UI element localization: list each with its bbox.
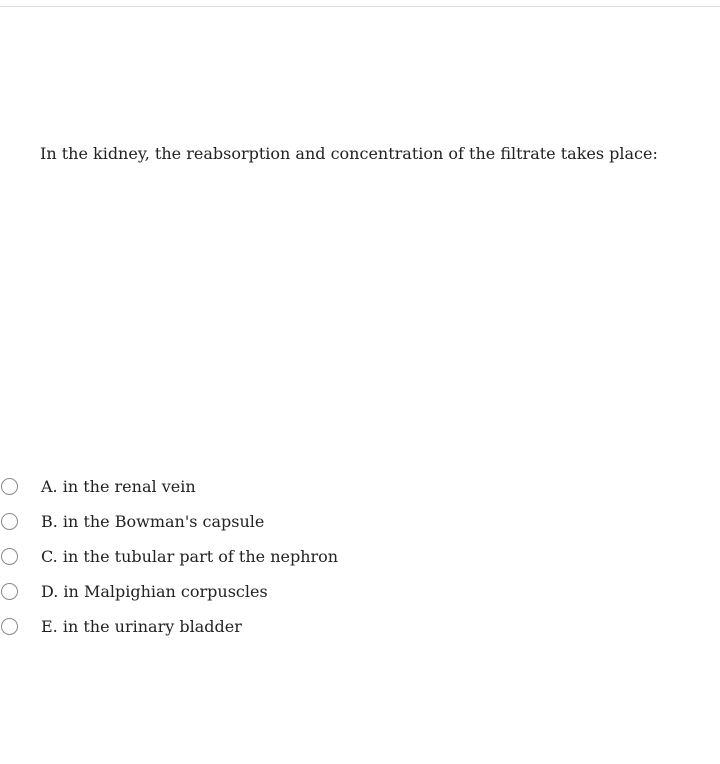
radio-button-b[interactable] [1,513,18,530]
question-text: In the kidney, the reabsorption and concentration of the filtrate takes place: [40,144,658,163]
answer-options [0,469,338,644]
radio-button-c[interactable] [1,548,18,565]
radio-button-e[interactable] [1,618,18,635]
answer-option-label: E. in the urinary bladder [41,616,242,636]
answer-option-label: B. in the Bowman's capsule [41,511,265,531]
answer-option-a[interactable] [0,469,338,504]
answer-option-b[interactable] [0,504,338,539]
answer-option-label: A. in the renal vein [41,476,196,496]
answer-option-c[interactable] [0,539,338,574]
radio-button-d[interactable] [1,583,18,600]
top-divider [0,6,720,7]
answer-option-e[interactable] [0,609,338,644]
answer-option-label: C. in the tubular part of the nephron [41,546,339,566]
radio-button-a[interactable] [1,478,18,495]
answer-option-label: D. in Malpighian corpuscles [41,581,268,601]
answer-option-d[interactable] [0,574,338,609]
